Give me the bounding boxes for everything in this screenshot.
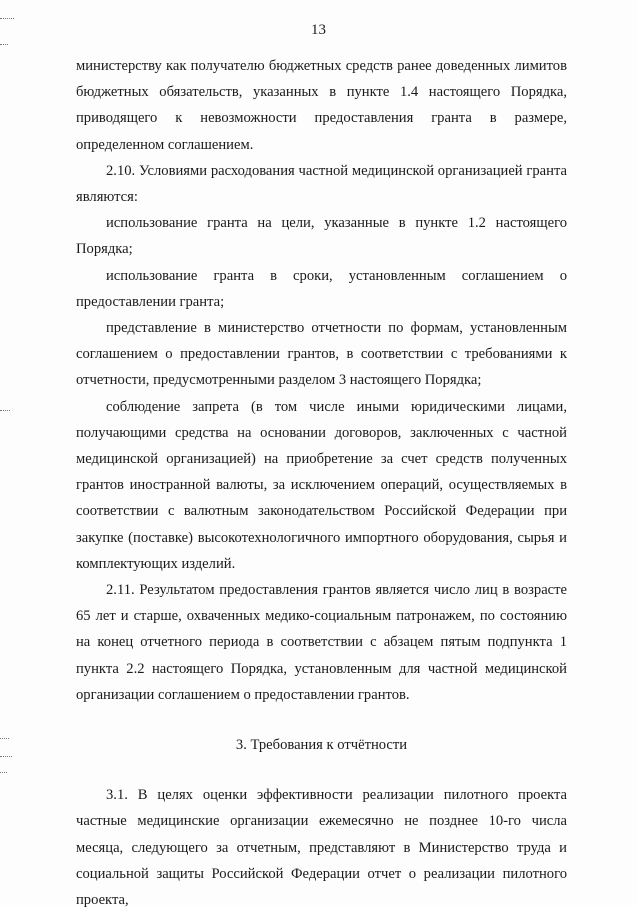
- scan-margin-mark: [0, 410, 10, 412]
- paragraph-condition-reporting: представление в министерство отчетности по формам, установленным соглашением о предоставлении грантов, в соответствии с требованиями к отчетности, предусмотренными разделом 3 настоящего Порядка;: [76, 320, 567, 389]
- paragraph-condition-terms: использование гранта в сроки, установленным соглашением о предоставлении гранта;: [76, 267, 567, 310]
- scan-margin-mark: [0, 44, 8, 46]
- scan-margin-mark: [0, 772, 7, 774]
- page-number: 13: [311, 22, 326, 38]
- document-body: [76, 53, 567, 913]
- paragraph-condition-purpose: использование гранта на цели, указанные в пункте 1.2 настоящего Порядка;: [76, 215, 567, 258]
- scan-margin-mark: [0, 738, 9, 740]
- paragraph-continuation: министерству как получателю бюджетных средств ранее доведенных лимитов бюджетных обязательств, указанных в пункте 1.4 настоящего Порядка, приводящего к невозможности предоставления гранта в размере, определенном соглашением.: [76, 58, 567, 153]
- paragraph-2-11: 2.11. Результатом предоставления грантов является число лиц в возрасте 65 лет и старше, охваченных медико-социальным патронажем, по состоянию на конец отчетного периода в соответствии с абзацем пятым подпункта 1 пункта 2.2 настоящего Порядка, установленным для частной медицинской организации соглашением о предоставлении грантов.: [76, 582, 567, 703]
- paragraph-condition-prohibition: соблюдение запрета (в том числе иными юридическими лицами, получающими средства на основании договоров, заключенных с частной медицинской организацией) на приобретение за счет средств полученных грантов иностранной валюты, за исключением операций, осуществляемых в соответствии с валютным законодательством Российской Федерации при закупке (поставке) высокотехнологичного импортного оборудования, сырья и комплектующих изделий.: [76, 398, 567, 572]
- section-heading: 3. Требования к отчётности: [235, 737, 408, 754]
- scan-margin-mark: [0, 756, 12, 758]
- paragraph-3-1: 3.1. В целях оценки эффективности реализации пилотного проекта частные медицинские организации ежемесячно не позднее 10-го числа месяца, следующего за отчетным, представляют в Министерство труда и социальной защиты Российской Федерации отчет о реализации пилотного проекта,: [76, 787, 567, 909]
- scan-margin-mark: [0, 18, 14, 20]
- paragraph-2-10: 2.10. Условиями расходования частной медицинской организацией гранта являются:: [76, 162, 567, 206]
